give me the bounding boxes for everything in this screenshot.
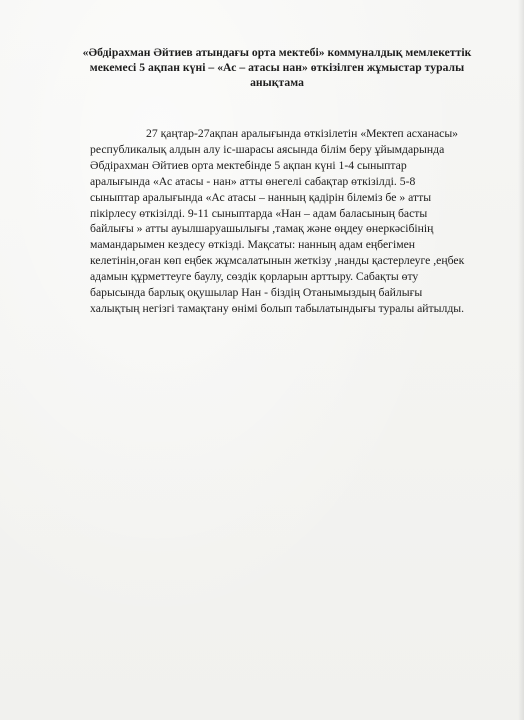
page-edge-shadow [518, 0, 524, 720]
title-line-2: мекемесі 5 ақпан күні – «Ас – атасы нан» өткізілген жұмыстар туралы [89, 61, 465, 74]
body-line-8: мамандарымен кездесу өткізді. Мақсаты: нанның адам еңбегімен [90, 238, 416, 252]
body-line-12: халықтың негізгі тамақтану өнімі болып табылатындығы туралы айтылды. [90, 301, 465, 315]
body-line-2: республикалық алдын алу іс-шарасы аясында білім беру ұйымдарында [90, 142, 445, 156]
title-line-3: анықтама [250, 76, 304, 89]
document-body [90, 126, 510, 317]
body-line-7: байлығы » атты ауылшаруашылығы ,тамақ және өңдеу өнеркәсібінің [90, 222, 434, 236]
document-title [72, 45, 482, 90]
body-line-9: келетінін,оған көп еңбек жұмсалатынын жеткізу ,нанды қастерлеуге ,еңбек [90, 254, 465, 268]
body-line-11: барысында барлық оқушылар Нан - біздің Отанымыздың байлығы [90, 286, 423, 300]
body-line-6: пікірлесу өткізілді. 9-11 сыныптарда «Нан – адам баласының басты [90, 206, 428, 220]
body-line-5: сыныптар аралығында «Ас атасы – нанның қадірін білеміз бе » атты [90, 190, 432, 204]
body-line-1: 27 қаңтар-27ақпан аралығында өткізілетін «Мектеп асханасы» [146, 127, 459, 140]
body-line-10: адамын құрметтеуге баулу, сөздік қорларын арттыру. Сабақты өту [90, 270, 419, 284]
body-line-3: Әбдірахман Әйтиев орта мектебінде 5 ақпан күні 1-4 сыныптар [90, 158, 407, 172]
title-line-1: «Әбдірахман Әйтиев атындағы орта мектебі» коммуналдық мемлекеттік [82, 46, 472, 59]
body-line-4: аралығында «Ас атасы - нан» атты өнегелі сабақтар өткізілді. 5-8 [90, 174, 416, 188]
